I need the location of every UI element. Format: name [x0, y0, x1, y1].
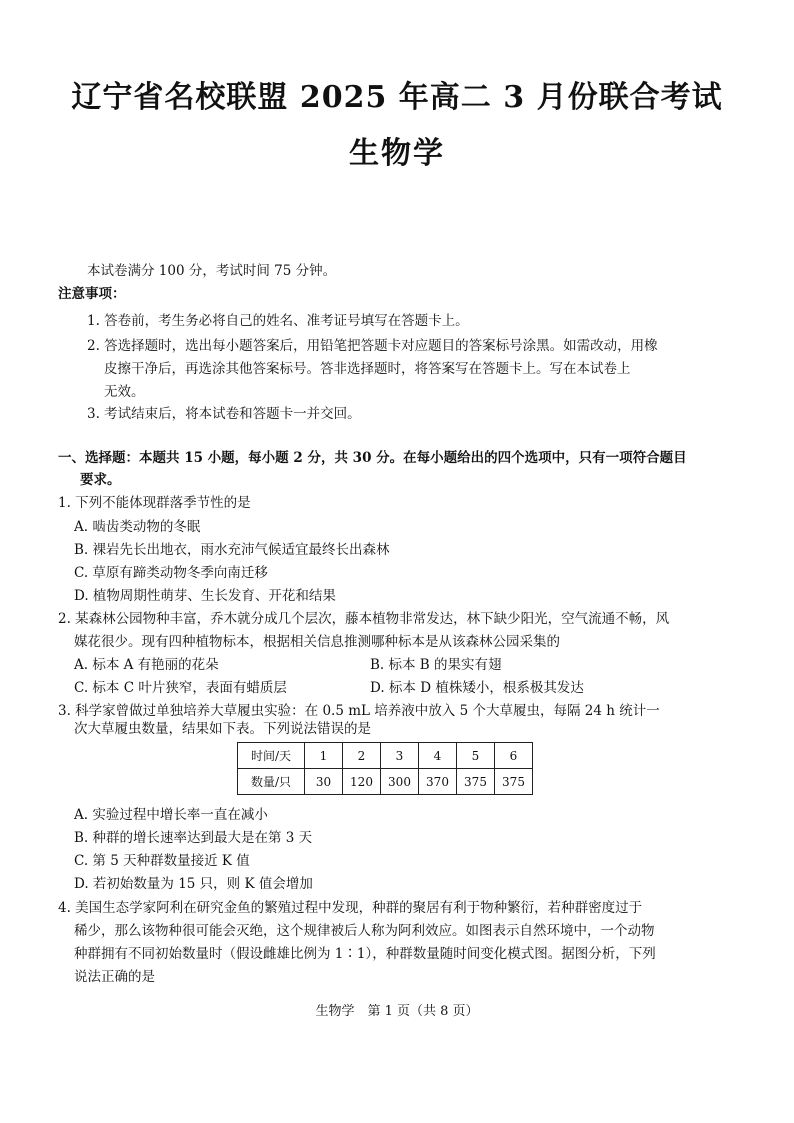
question-1-option-d: D. 植物周期性萌芽、生长发育、开花和结果: [74, 588, 336, 604]
question-3-option-b: B. 种群的增长速率达到最大是在第 3 天: [74, 830, 313, 846]
question-2-option-a: A. 标本 A 有艳丽的花朵: [74, 657, 219, 673]
question-2-stem-cont: 媒花很少。现有四种植物标本，根据相关信息推测哪种标本是从该森林公园采集的: [74, 634, 560, 650]
table-row: [238, 743, 533, 769]
section-heading: 一、选择题：本题共 15 小题，每小题 2 分，共 30 分。在每小题给出的四个选项中，只有一项符合题目: [58, 450, 687, 466]
notice-item: 皮擦干净后，再选涂其他答案标号。答非选择题时，将答案写在答题卡上。写在本试卷上: [104, 361, 631, 377]
paramecium-table: [237, 742, 533, 795]
page-footer: 生物学 第 1 页（共 8 页）: [315, 1004, 479, 1019]
notice-item: 2. 答选择题时，选出每小题答案后，用铅笔把答题卡对应题目的答案标号涂黑。如需改动，用橡: [87, 338, 658, 354]
notice-item: 3. 考试结束后，将本试卷和答题卡一并交回。: [87, 406, 361, 422]
table-cell: 1: [305, 743, 343, 769]
notice-item: 1. 答卷前，考生务必将自己的姓名、准考证号填写在答题卡上。: [87, 313, 469, 329]
table-cell: 5: [457, 743, 495, 769]
exam-title: 辽宁省名校联盟 2025 年高二 3 月份联合考试: [71, 80, 723, 115]
question-3-option-a: A. 实验过程中增长率一直在减小: [74, 807, 268, 823]
table-row: [238, 769, 533, 795]
question-1-option-a: A. 啮齿类动物的冬眠: [74, 519, 201, 535]
question-2-option-c: C. 标本 C 叶片狭窄，表面有蜡质层: [74, 680, 287, 696]
question-2-option-b: B. 标本 B 的果实有翅: [370, 657, 502, 673]
table-header-time: 时间/天: [238, 743, 305, 769]
question-1-option-c: C. 草原有蹄类动物冬季向南迁移: [74, 565, 268, 581]
question-2-option-d: D. 标本 D 植株矮小，根系极其发达: [370, 680, 584, 696]
exam-info: 本试卷满分 100 分，考试时间 75 分钟。: [87, 263, 337, 279]
notice-title: 注意事项：: [58, 286, 126, 302]
question-4-stem-cont: 稀少，那么该物种很可能会灭绝，这个规律被后人称为阿利效应。如图表示自然环境中，一个动物: [74, 923, 655, 939]
table-cell: 370: [419, 769, 457, 795]
question-4-stem-cont: 说法正确的是: [74, 969, 155, 985]
question-3-stem-cont: 次大草履虫数量，结果如下表。下列说法错误的是: [74, 721, 371, 737]
section-heading-cont: 要求。: [80, 472, 121, 488]
question-1-stem: 1. 下列不能体现群落季节性的是: [58, 495, 251, 511]
table-cell: 4: [419, 743, 457, 769]
question-4-stem: 4. 美国生态学家阿利在研究金鱼的繁殖过程中发现，种群的聚居有利于物种繁衍，若种群密度过于: [58, 900, 643, 916]
table-cell: 2: [343, 743, 381, 769]
table-cell: 30: [305, 769, 343, 795]
table-cell: 120: [343, 769, 381, 795]
question-1-option-b: B. 裸岩先长出地衣，雨水充沛气候适宜最终长出森林: [74, 542, 390, 558]
subject-title: 生物学: [349, 136, 445, 171]
table-header-count: 数量/只: [238, 769, 305, 795]
table-cell: 375: [457, 769, 495, 795]
notice-item: 无效。: [104, 384, 145, 400]
table-cell: 300: [381, 769, 419, 795]
table-cell: 3: [381, 743, 419, 769]
question-3-option-d: D. 若初始数量为 15 只，则 K 值会增加: [74, 876, 313, 892]
table-cell: 375: [495, 769, 533, 795]
question-2-stem: 2. 某森林公园物种丰富，乔木就分成几个层次，藤本植物非常发达，林下缺少阳光，空气流通不畅，风: [58, 611, 670, 627]
table-cell: 6: [495, 743, 533, 769]
question-4-stem-cont: 种群拥有不同初始数量时（假设雌雄比例为 1∶1），种群数量随时间变化模式图。据图分析，下列: [74, 946, 656, 962]
question-3-option-c: C. 第 5 天种群数量接近 K 值: [74, 853, 250, 869]
question-3-stem: 3. 科学家曾做过单独培养大草履虫实验：在 0.5 mL 培养液中放入 5 个大草履虫，每隔 24 h 统计一: [58, 703, 660, 719]
